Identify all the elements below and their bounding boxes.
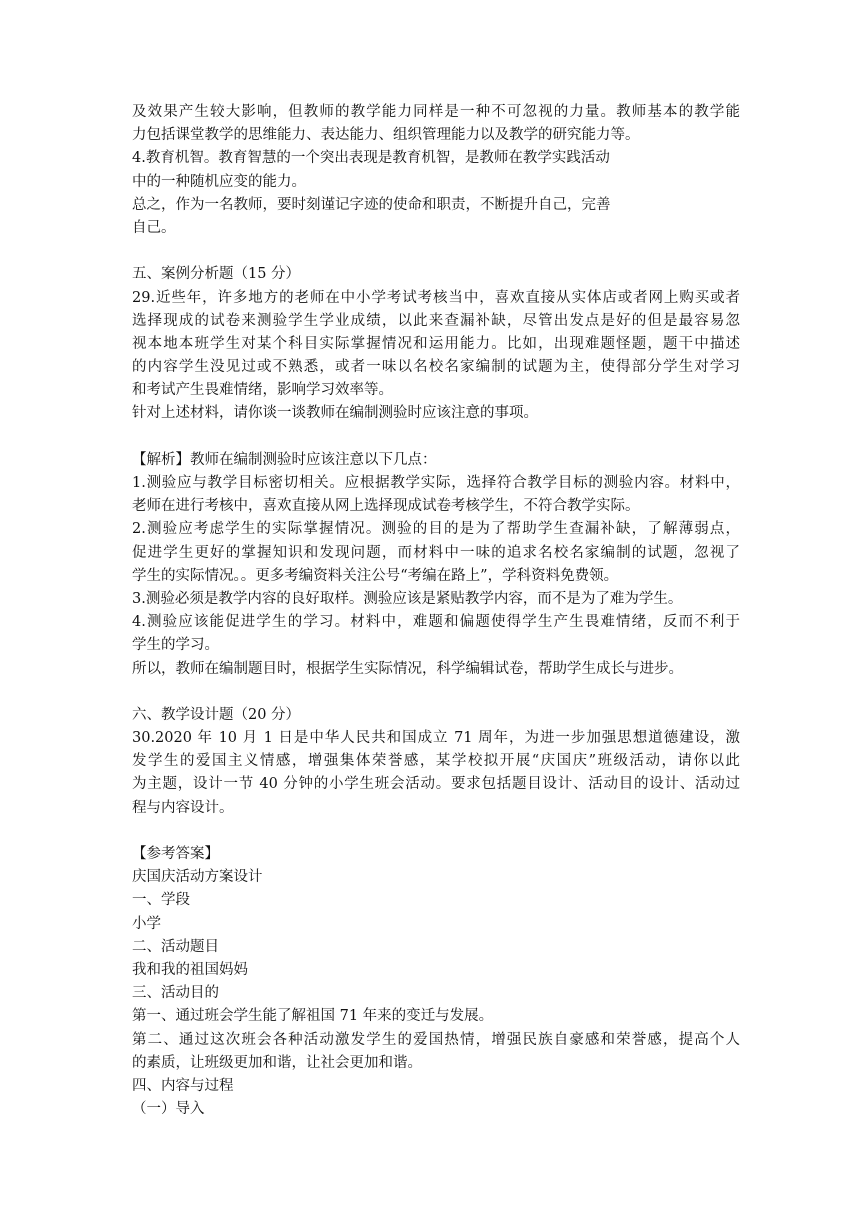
text-line: 总之，作为一名教师，要时刻谨记字迹的使命和职责，不断提升自己，完善 [132,196,611,213]
text-line: 四、内容与过程 [132,1077,234,1094]
reference-answer-section [132,843,740,1121]
text-line: 学生的实际情况。。更多考编资料关注公号“考编在路上”，学科资料免费领。 [132,567,619,584]
text-line: 4.教育机智。教育智慧的一个突出表现是教育机智，是教师在教学实践活动 [132,150,610,167]
document-page [132,101,740,1121]
text-line: 视本地本班学生对某个科目实际掌握情况和运用能力。比如，出现难题怪题，题干中描述 [132,335,740,352]
text-line: 2.测验应考虑学生的实际掌握情况。测验的目的是为了帮助学生查漏补缺，了解薄弱点， [132,521,740,538]
text-line: 促进学生更好的掌握知识和发现问题，而材料中一味的追求名校名家编制的试题，忽视了 [132,544,740,561]
text-line: 为主题，设计一节 40 分钟的小学生班会活动。要求包括题目设计、活动目的设计、活动过 [132,776,740,793]
text-line: （一）导入 [132,1101,205,1118]
text-line: 4.测验应该能促进学生的学习。材料中，难题和偏题使得学生产生畏难情绪，反而不利于 [132,614,740,631]
case-analysis-section [132,263,740,425]
teaching-ability-section [132,101,740,240]
text-line: 针对上述材料，请你谈一谈教师在编制测验时应该注意的事项。 [132,405,538,422]
text-line: 第二、通过这次班会各种活动激发学生的爱国热情，增强民族自豪感和荣誉感，提高个人 [132,1031,740,1048]
text-line: 中的一种随机应变的能力。 [132,173,306,190]
text-line: 的素质，让班级更加和谐，让社会更加和谐。 [132,1054,422,1071]
text-line: 和考试产生畏难情绪，影响学习效率等。 [132,382,393,399]
text-line: 选择现成的试卷来测验学生学业成绩，以此来查漏补缺，尽管出发点是好的但是最容易忽 [132,312,740,329]
text-line: 小学 [132,915,161,932]
text-line: 3.测验必须是教学内容的良好取样。测验应该是紧贴教学内容，而不是为了难为学生。 [132,590,683,607]
text-line: 及效果产生较大影响，但教师的教学能力同样是一种不可忽视的力量。教师基本的教学能 [132,104,740,120]
text-line: 发学生的爱国主义情感，增强集体荣誉感，某学校拟开展“庆国庆”班级活动，请你以此 [132,753,740,770]
text-line: 程与内容设计。 [132,799,234,816]
text-line: 三、活动目的 [132,985,219,1002]
analysis-answer-section [132,449,740,681]
section-heading: 六、教学设计题（20 分） [132,706,301,723]
text-line: 老师在进行考核中，喜欢直接从网上选择现成试卷考核学生，不符合教学实际。 [132,498,640,515]
text-line: 所以，教师在编制题目时，根据学生实际情况，科学编辑试卷，帮助学生成长与进步。 [132,660,683,677]
teaching-design-section [132,704,740,820]
text-line: 第一、通过班会学生能了解祖国 71 年来的变迁与发展。 [132,1008,494,1025]
text-line: 29.近些年，许多地方的老师在中小学考试考核当中，喜欢直接从实体店或者网上购买或者 [132,289,740,306]
text-line: 庆国庆活动方案设计 [132,869,263,886]
answer-heading: 【解析】教师在编制测验时应该注意以下几点： [132,451,437,468]
text-line: 二、活动题目 [132,938,219,955]
text-line: 1.测验应与教学目标密切相关。应根据教学实际，选择符合教学目标的测验内容。材料中， [132,475,740,491]
text-line: 30.2020 年 10 月 1 日是中华人民共和国成立 71 周年，为进一步加强思想道德建设，激 [132,730,740,747]
text-line: 一、学段 [132,892,190,909]
text-line: 自己。 [132,219,176,236]
text-line: 力包括课堂教学的思维能力、表达能力、组织管理能力以及教学的研究能力等。 [132,127,640,144]
answer-heading: 【参考答案】 [132,846,219,862]
text-line: 的内容学生没见过或不熟悉，或者一味以名校名家编制的试题为主，使得部分学生对学习 [132,359,740,376]
section-heading: 五、案例分析题（15 分） [132,266,301,283]
text-line: 学生的学习。 [132,637,219,654]
text-line: 我和我的祖国妈妈 [132,961,248,978]
